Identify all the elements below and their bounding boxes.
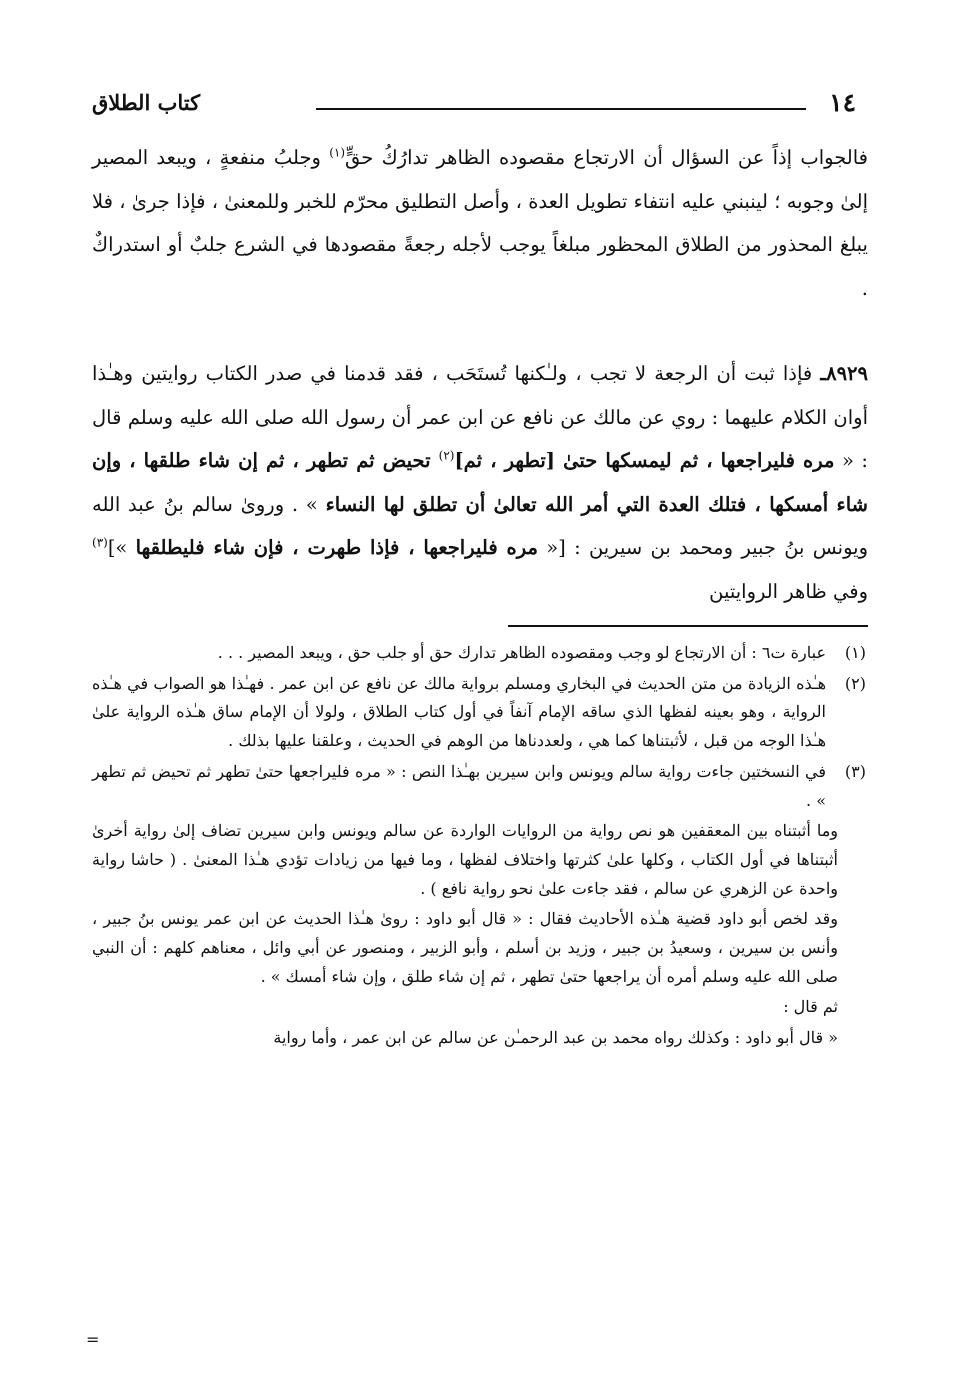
paragraph-number: ٨٩٢٩ـ [820,362,868,385]
book-page [86,84,869,1349]
footnote-1 [92,639,868,668]
footnote-2 [92,670,868,756]
paragraph-text: وجلبُ منفعةٍ ، ويبعد المصير إلىٰ وجوبه ؛ لينبني عليه انتفاء تطويل العدة ، وأصل التطليق محرّم للخبر وللمعنىٰ ، فإذا جرىٰ ، فلا يبلغ المحذور من الطلاق المحظور مبلغاً يوجب لأجله رجعةً مقصودها في الشرع جلبٌ أو استدراكٌ . [92,146,868,300]
footnote-3-continuation: وما أثبتناه بين المعقفين هو نص رواية من الروايات الواردة عن سالم ويونس وابن سيرين تضاف إلىٰ رواية أخرىٰ أثبتناها في أول الكتاب ، وكلها علىٰ كثرتها واختلاف لفظها ، وما فيها من زيادات تؤدي هـٰذا المعنىٰ . ( حاشا رواية واحدة عن الزهري عن سالم ، فقد جاءت علىٰ نحو رواية نافع ) . [92,821,838,898]
footnote-rule [508,625,868,627]
paragraph-text: فالجواب إذاً عن السؤال أن الارتجاع مقصوده الظاهر تدارُكُ حقٍّ [345,146,868,169]
footnotes [92,639,868,1053]
continuation-mark: = [86,1330,100,1349]
page-header [92,84,868,136]
footnote-text: في النسختين جاءت رواية سالم ويونس وابن سيرين بهـٰذا النص : « مره فليراجعها حتىٰ تطهر ثم تحيض ثم تطهر » . [92,761,826,810]
footnote-3-continuation: وقد لخص أبو داود قضية هـٰذه الأحاديث فقال : « قال أبو داود : رویٰ هـٰذا الحديث عن ابن عمر يونس بنُ جبير ، وأنس بن سيرين ، وسعيدُ بن جبير ، وزيد بن أسلم ، وأبو الزبير ، ومنصور عن أبي وائل ، معناهم كلهم : أن النبي صلى الله عليه وسلم أمره أن يراجعها حتىٰ تطهر ، ثم إن شاء طلق ، وإن شاء أمسك » . [92,909,838,986]
hadith-text: تحيض ثم تطهر ، ثم إن شاء طلقها ، وإن شاء أمسكها ، فتلك العدة التي أمر الله تعالىٰ أن تطلق لها النساء [92,449,869,516]
footnote-3-continuation: « قال أبو داود : وكذلك رواه محمد بن عبد الرحمـٰن عن سالم عن ابن عمر ، وأما رواية [273,1028,838,1048]
footnote-ref-3: (٣) [92,535,108,550]
footnote-number: (١) [844,643,866,662]
footnote-3 [92,758,868,815]
hadith-text: مره فليراجعها ، ثم ليمسكها حتىٰ [تطهر ، ثم] [454,449,835,472]
main-text [92,136,868,613]
hadith-text: مره فليراجعها ، فإذا طهرت ، فإن شاء فليطلقها [135,536,538,559]
footnote-3-continuation: ثم قال : [783,997,838,1017]
footnote-number: (٢) [844,673,866,693]
footnote-number: (٣) [844,761,866,781]
footnote-text: عبارة ت٦ : أن الارتجاع لو وجب ومقصوده الظاهر تدارك حق أو جلب حق ، ويبعد المصير . . . [217,643,826,662]
footnote-ref-1: (١) [329,145,346,160]
running-title: كتاب الطلاق [92,90,201,115]
page-number: ١٤ [829,88,856,117]
paragraph-text: » . ورویٰ سالم بنُ عبد الله ويونس بنُ جبير ومحمد بن سيرين : [« [92,492,868,559]
paragraph-8929 [92,352,868,613]
paragraph-answer [92,136,868,310]
paragraph-text: »] [107,536,136,559]
paragraph-text: فإذا ثبت أن الرجعة لا تجب ، ولـٰكنها تُستَحَب ، فقد قدمنا في صدر الكتاب روايتين وهـٰذا أوان الكلام عليهما : روي عن مالك عن نافع عن ابن عمر أن رسول الله صلى الله عليه وسلم قال : « [92,362,868,472]
paragraph-text: وفي ظاهر الروايتين [709,579,868,603]
header-rule [316,108,806,110]
footnote-text: هـٰذه الزيادة من متن الحديث في البخاري ومسلم برواية مالك عن نافع عن ابن عمر . فهـٰذا هو الصواب في هـٰذه الرواية ، وهو بعينه لفظها الذي ساقه الإمام آنفاً في أول كتاب الطلاق ، ولولا أن الإمام ساق هـٰذه الرواية علىٰ هـٰذا الوجه من قبل ، لأثبتناها كما هي ، ولعددناها من الوهم في الحديث ، وعلقنا عليها بذلك . [92,673,827,751]
footnote-ref-2: (٢) [438,448,455,463]
